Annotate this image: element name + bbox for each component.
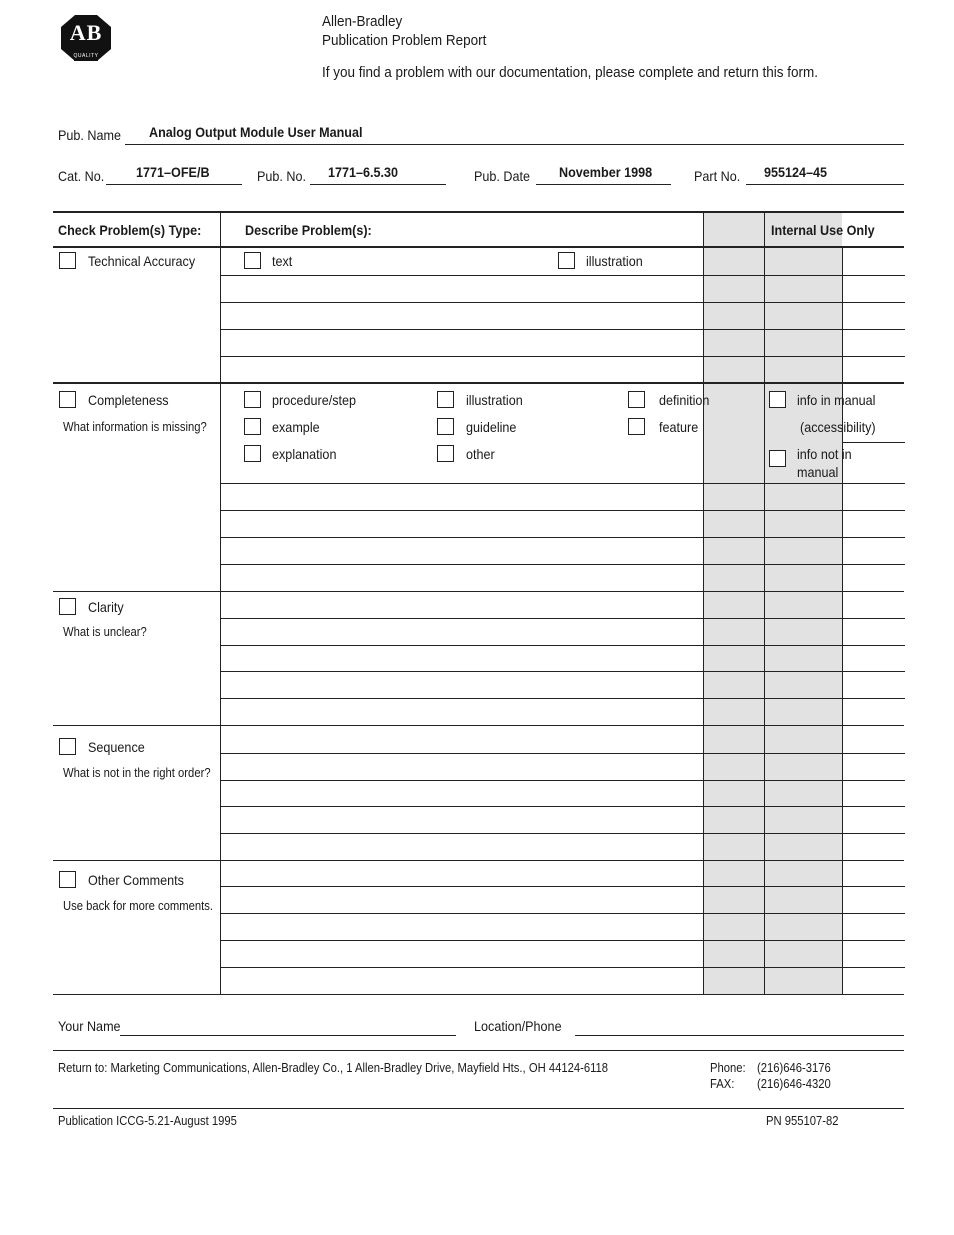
publication-number: Publication ICCG-5.21-August 1995 <box>58 1114 237 1128</box>
illustration-option-label: illustration <box>586 253 643 269</box>
pub-date-field[interactable] <box>536 184 671 185</box>
guideline-label: guideline <box>466 419 517 435</box>
your-name-field[interactable] <box>120 1035 456 1036</box>
clarity-label: Clarity <box>88 599 124 615</box>
sequence-checkbox[interactable] <box>59 738 76 755</box>
intro-text: If you find a problem with our documentation, please complete and return this form. <box>322 64 819 81</box>
writing-line[interactable] <box>221 537 905 538</box>
writing-line[interactable] <box>221 510 905 511</box>
pub-name-value[interactable]: Analog Output Module User Manual <box>149 124 363 140</box>
writing-line[interactable] <box>221 564 905 565</box>
completeness-checkbox[interactable] <box>59 391 76 408</box>
info-not-in-manual-checkbox[interactable] <box>769 450 786 467</box>
writing-line[interactable] <box>221 913 905 914</box>
section-separator-sequence <box>53 725 904 726</box>
table-header-border <box>53 246 904 248</box>
page-title: Publication Problem Report <box>322 32 487 49</box>
guideline-checkbox[interactable] <box>437 418 454 435</box>
footer-separator-2 <box>53 1108 904 1109</box>
writing-line[interactable] <box>221 967 905 968</box>
explanation-label: explanation <box>272 446 337 462</box>
phone-label: Phone: <box>710 1061 746 1075</box>
allen-bradley-logo <box>60 14 112 64</box>
definition-label: definition <box>659 392 710 408</box>
writing-line[interactable] <box>221 645 905 646</box>
table-divider-internal-3 <box>842 248 843 994</box>
cat-no-label: Cat. No. <box>58 168 105 184</box>
other-comments-prompt: Use back for more comments. <box>63 899 214 913</box>
completeness-illustration-checkbox[interactable] <box>437 391 454 408</box>
example-checkbox[interactable] <box>244 418 261 435</box>
writing-line[interactable] <box>221 275 905 276</box>
technical-accuracy-checkbox[interactable] <box>59 252 76 269</box>
writing-line[interactable] <box>221 302 905 303</box>
pub-no-label: Pub. No. <box>257 168 307 184</box>
location-phone-field[interactable] <box>575 1035 904 1036</box>
sequence-label: Sequence <box>88 739 145 755</box>
text-option-label: text <box>272 253 293 269</box>
writing-line[interactable] <box>221 483 905 484</box>
writing-line[interactable] <box>221 806 905 807</box>
column-header-internal: Internal Use Only <box>771 222 875 238</box>
other-comments-label: Other Comments <box>88 872 184 888</box>
table-bottom-border <box>53 994 904 995</box>
pub-date-value[interactable]: November 1998 <box>559 164 653 180</box>
return-to-address: Return to: Marketing Communications, Allen-Bradley Co., 1 Allen-Bradley Drive, Mayfield Hts., OH 44124-6118 <box>58 1061 609 1075</box>
section-separator-clarity <box>53 591 904 592</box>
phone-value: (216)646-3176 <box>757 1061 831 1075</box>
footer-separator-1 <box>53 1050 904 1051</box>
text-checkbox[interactable] <box>244 252 261 269</box>
info-not-in-label: info not in <box>797 446 852 462</box>
other-checkbox[interactable] <box>437 445 454 462</box>
writing-line[interactable] <box>221 671 905 672</box>
feature-checkbox[interactable] <box>628 418 645 435</box>
pub-date-label: Pub. Date <box>474 168 531 184</box>
accessibility-label: (accessibility) <box>800 419 876 435</box>
section-separator-completeness <box>53 382 904 384</box>
writing-line[interactable] <box>221 356 905 357</box>
fax-label: FAX: <box>710 1077 735 1091</box>
pub-no-value[interactable]: 1771–6.5.30 <box>328 164 399 180</box>
writing-line[interactable] <box>221 780 905 781</box>
part-no-label: Part No. <box>694 168 741 184</box>
your-name-label: Your Name <box>58 1018 121 1034</box>
logo-letters: AB <box>69 20 103 45</box>
pub-name-field[interactable] <box>125 144 904 145</box>
logo-quality: QUALITY <box>73 53 99 59</box>
manual-label: manual <box>797 464 839 480</box>
illustration-checkbox[interactable] <box>558 252 575 269</box>
location-phone-label: Location/Phone <box>474 1018 562 1034</box>
example-label: example <box>272 419 320 435</box>
info-in-manual-checkbox[interactable] <box>769 391 786 408</box>
writing-line[interactable] <box>221 886 905 887</box>
fax-value: (216)646-4320 <box>757 1077 831 1091</box>
clarity-checkbox[interactable] <box>59 598 76 615</box>
part-number: PN 955107-82 <box>766 1114 839 1128</box>
technical-accuracy-label: Technical Accuracy <box>88 253 196 269</box>
writing-line[interactable] <box>221 833 905 834</box>
writing-line[interactable] <box>221 329 905 330</box>
cat-no-field[interactable] <box>106 184 242 185</box>
column-header-describe: Describe Problem(s): <box>245 222 372 238</box>
writing-line[interactable] <box>842 442 905 443</box>
feature-label: feature <box>659 419 699 435</box>
part-no-value[interactable]: 955124–45 <box>764 164 828 180</box>
cat-no-value[interactable]: 1771–OFE/B <box>136 164 210 180</box>
definition-checkbox[interactable] <box>628 391 645 408</box>
explanation-checkbox[interactable] <box>244 445 261 462</box>
info-in-manual-label: info in manual <box>797 392 876 408</box>
writing-line[interactable] <box>221 618 905 619</box>
other-comments-checkbox[interactable] <box>59 871 76 888</box>
clarity-prompt: What is unclear? <box>63 625 147 639</box>
procedure-step-checkbox[interactable] <box>244 391 261 408</box>
writing-line[interactable] <box>221 698 905 699</box>
pub-name-label: Pub. Name <box>58 127 122 143</box>
company-name: Allen-Bradley <box>322 13 403 30</box>
completeness-illustration-label: illustration <box>466 392 523 408</box>
table-top-border <box>53 211 904 213</box>
pub-no-field[interactable] <box>310 184 446 185</box>
completeness-label: Completeness <box>88 392 169 408</box>
writing-line[interactable] <box>221 940 905 941</box>
part-no-field[interactable] <box>746 184 904 185</box>
completeness-prompt: What information is missing? <box>63 420 207 434</box>
other-label: other <box>466 446 495 462</box>
writing-line[interactable] <box>221 753 905 754</box>
procedure-step-label: procedure/step <box>272 392 357 408</box>
section-separator-other <box>53 860 904 861</box>
column-header-type: Check Problem(s) Type: <box>58 222 202 238</box>
sequence-prompt: What is not in the right order? <box>63 766 211 780</box>
